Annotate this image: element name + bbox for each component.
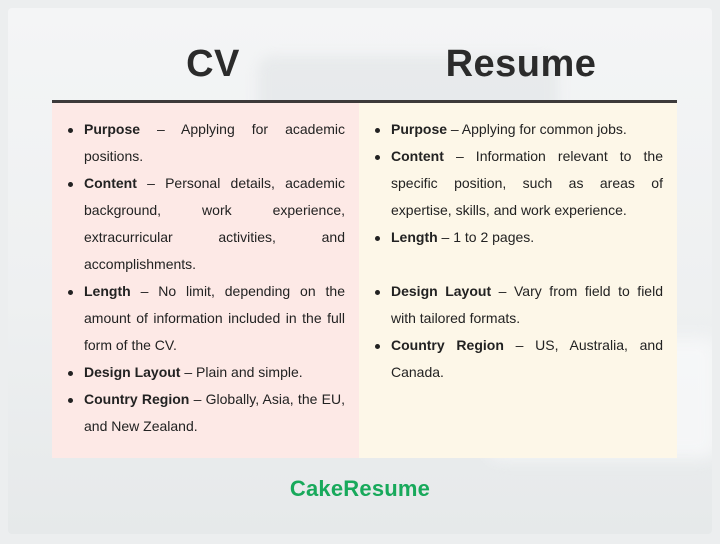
resume-item-purpose bbox=[373, 116, 663, 143]
bullet-icon bbox=[68, 290, 73, 295]
resume-item-text: – Vary from field to field with tailored formats. bbox=[391, 283, 663, 326]
comparison-card bbox=[8, 8, 712, 534]
cv-item-text: – Applying for academic positions. bbox=[84, 121, 345, 164]
resume-item-text: – US, Australia, and Canada. bbox=[391, 337, 663, 380]
bullet-icon bbox=[68, 128, 73, 133]
bullet-icon bbox=[375, 236, 380, 241]
cv-item-purpose bbox=[66, 116, 345, 170]
bullet-icon bbox=[375, 290, 380, 295]
cv-item-key: Purpose bbox=[84, 121, 141, 137]
resume-item-key: Purpose bbox=[391, 121, 448, 137]
cv-column bbox=[52, 103, 359, 458]
bullet-icon bbox=[68, 182, 73, 187]
cv-item-key: Length bbox=[84, 283, 131, 299]
resume-column bbox=[359, 103, 677, 458]
resume-item-design-layout bbox=[373, 278, 663, 332]
cv-item-design-layout bbox=[66, 359, 345, 386]
resume-heading: Resume bbox=[445, 43, 597, 85]
cv-item-text: – Globally, Asia, the EU, and New Zealand. bbox=[84, 391, 345, 434]
cv-item-content bbox=[66, 170, 345, 278]
cv-list bbox=[66, 116, 345, 440]
resume-item-content bbox=[373, 143, 663, 224]
resume-item-text: – Information relevant to the specific position, such as areas of expertise, skills, and work experience. bbox=[391, 148, 663, 218]
bullet-icon bbox=[375, 344, 380, 349]
resume-item-country-region bbox=[373, 332, 663, 386]
resume-item-text: – 1 to 2 pages. bbox=[437, 229, 535, 245]
brand-logo: CakeResume bbox=[289, 476, 431, 501]
cv-item-key: Content bbox=[84, 175, 137, 191]
resume-item-key: Length bbox=[391, 229, 438, 245]
resume-item-key: Content bbox=[391, 148, 444, 164]
cv-item-text: – No limit, depending on the amount of information included in the full form of the CV. bbox=[84, 283, 345, 353]
bullet-icon bbox=[68, 371, 73, 376]
cv-item-text: – Plain and simple. bbox=[180, 364, 303, 380]
resume-item-length bbox=[373, 224, 663, 251]
resume-item-key: Country Region bbox=[391, 337, 504, 353]
cv-item-key: Country Region bbox=[84, 391, 190, 407]
resume-list bbox=[373, 116, 663, 386]
resume-item-text: – Applying for common jobs. bbox=[447, 121, 627, 137]
list-spacer bbox=[373, 251, 663, 278]
cv-item-text: – Personal details, academic background, work experience, extracurricular activities, and accomplishments. bbox=[84, 175, 345, 272]
cv-item-key: Design Layout bbox=[84, 364, 181, 380]
bullet-icon bbox=[68, 398, 73, 403]
cv-item-country-region bbox=[66, 386, 345, 440]
bullet-icon bbox=[375, 155, 380, 160]
bullet-icon bbox=[375, 128, 380, 133]
cv-heading: CV bbox=[186, 43, 240, 85]
cv-item-length bbox=[66, 278, 345, 359]
resume-item-key: Design Layout bbox=[391, 283, 492, 299]
